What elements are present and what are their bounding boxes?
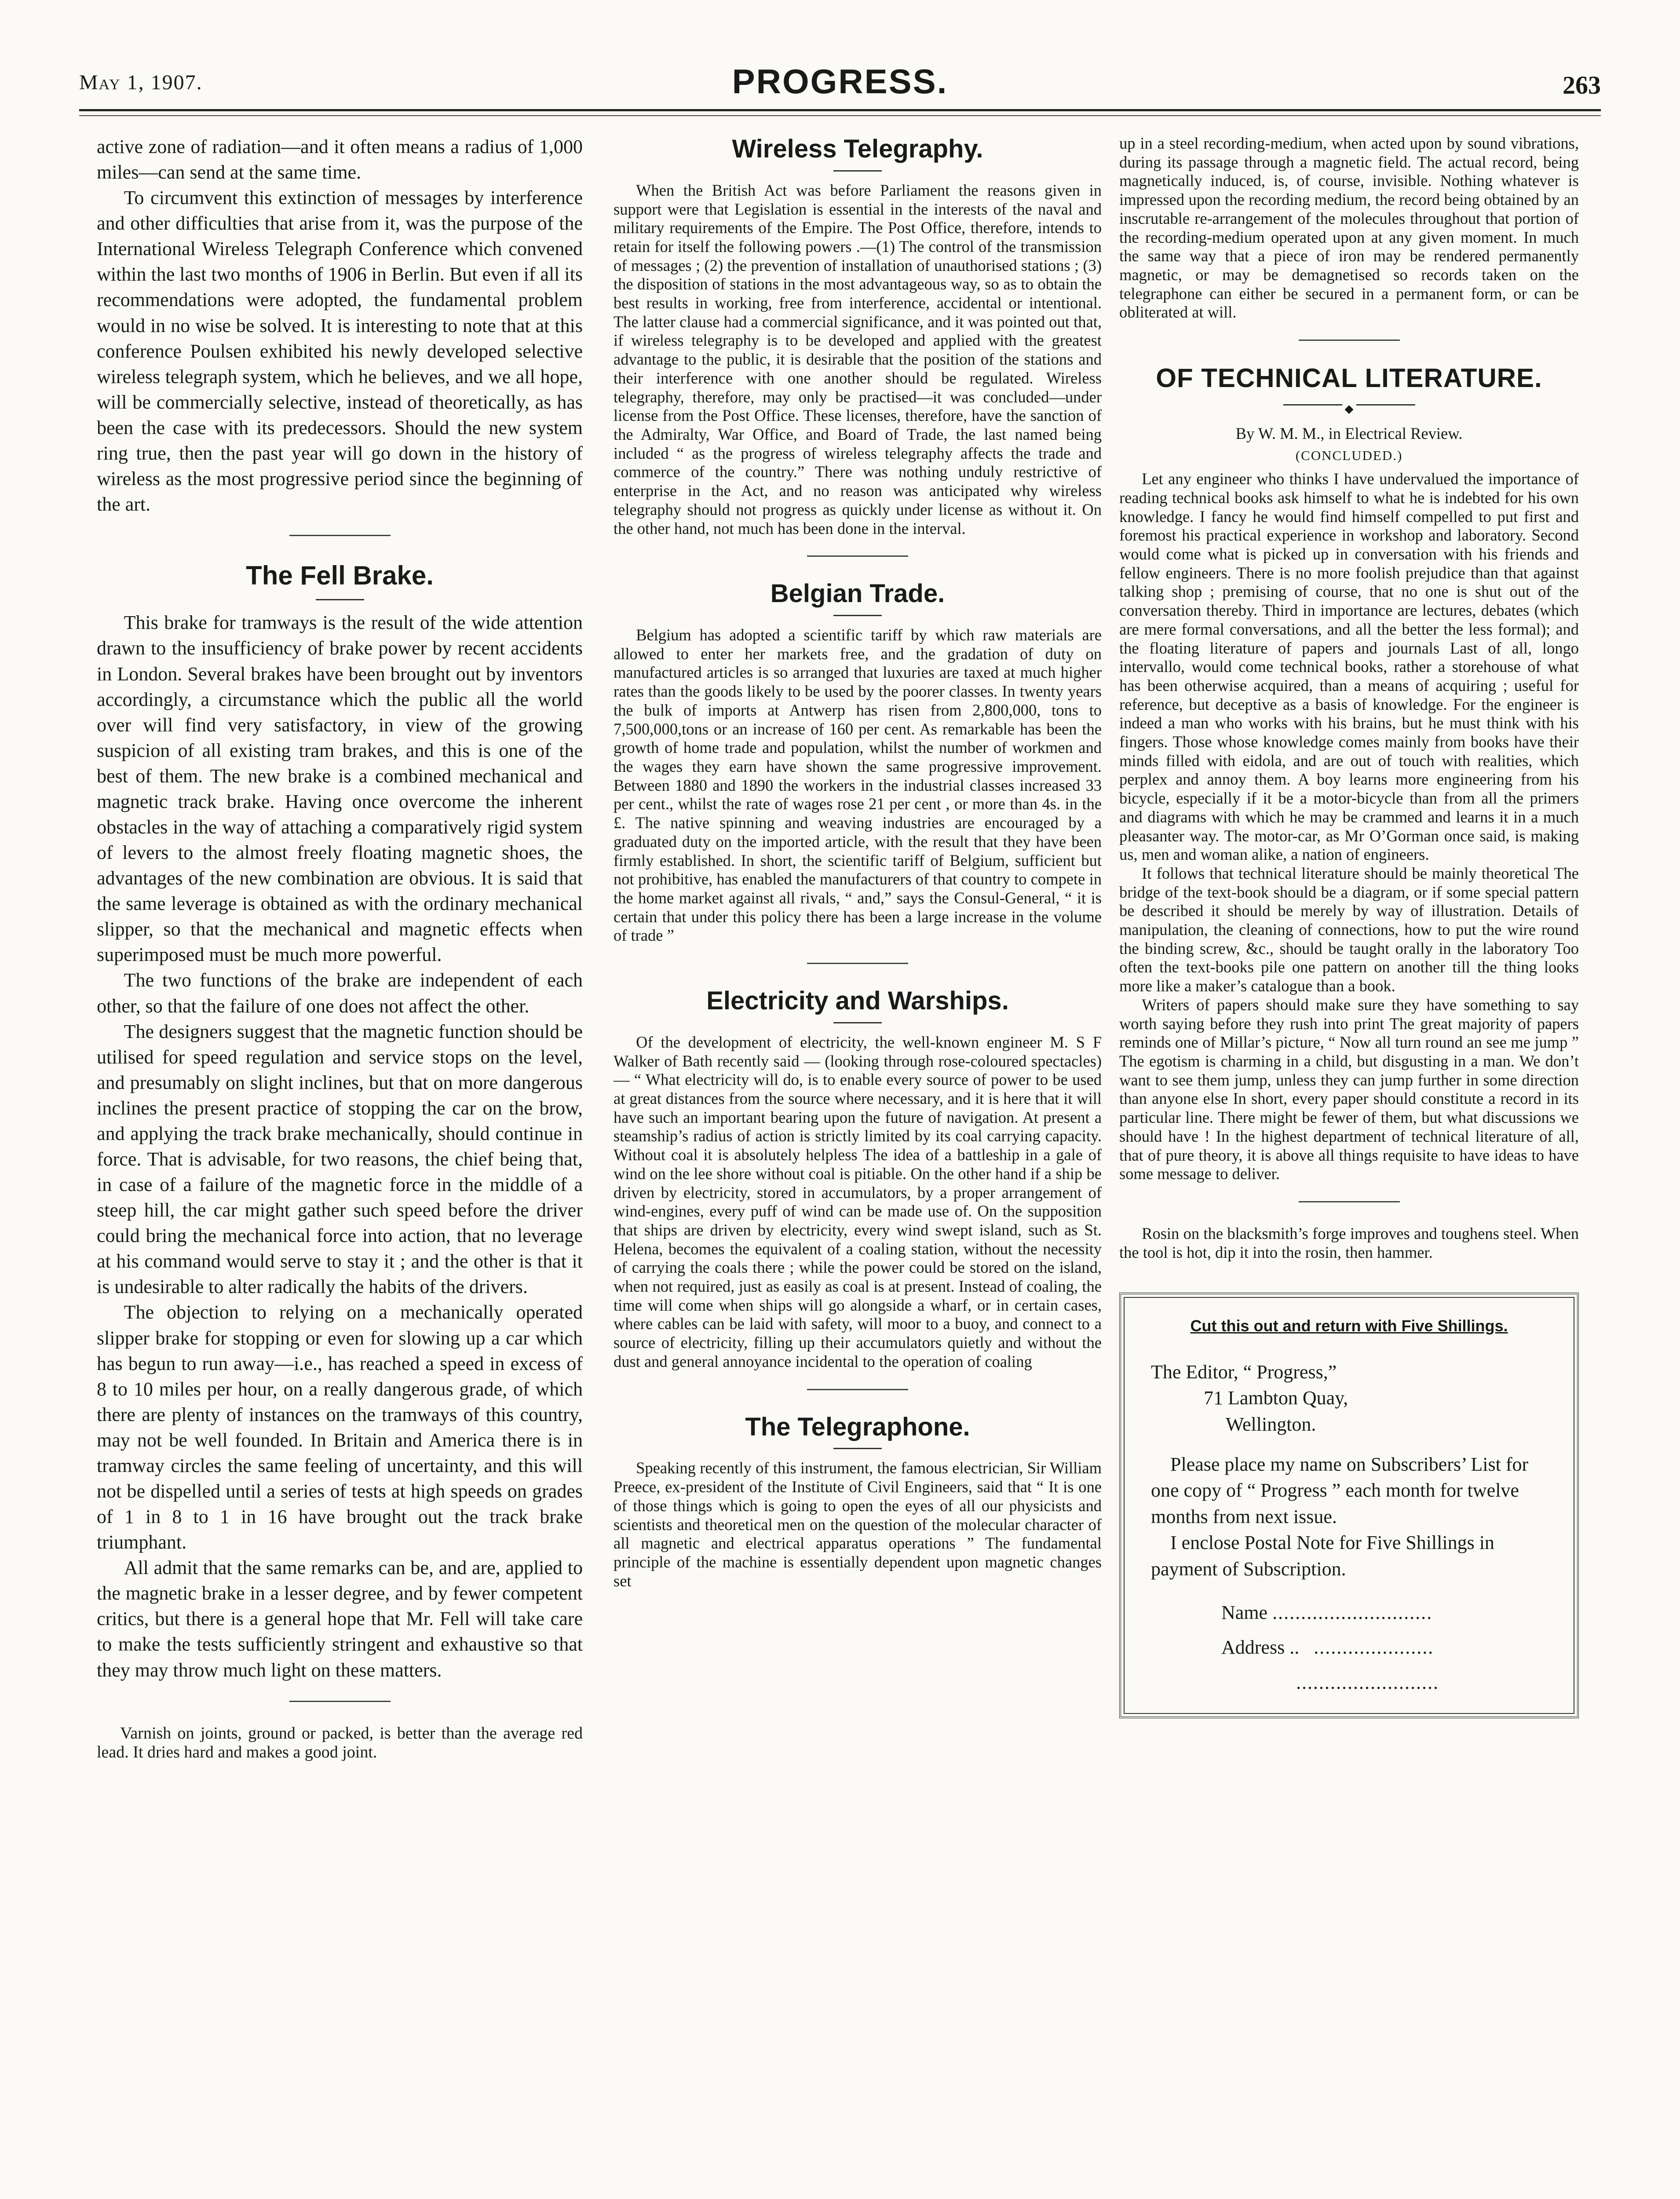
filler-note: Varnish on joints, ground or packed, is better than the average red lead. It dries hard and makes a good joint. [97,1724,583,1762]
article-heading: Wireless Telegraphy. [732,135,983,163]
article-heading: The Telegraphone. [745,1412,970,1441]
address-dots-2: ......................... [1296,1671,1439,1693]
heading-rule [316,599,364,600]
coupon-addressee: The Editor, “ Progress,” [1151,1361,1337,1383]
heading-rule [833,1022,882,1023]
article-text: Let any engineer who thinks I have undervalued the importance of reading technical books ask himself to what he is indebted for his own knowledge. I fancy he would find himself compelled to put first and foremost his practical experience in workshop and laboratory. Second would come what is picked up in conversation with his friends and fellow engineers. There is no more foolish prejudice than that against talking shop ; premising of course, that no one is shut out of the conversation thereby. Third in importance are lectures, debates (which are mere formal conversations, and all the better the less formal); and the floating literature of papers and journals Last of all, longo intervallo, would come technical books, rather a storehouse of what has been otherwise acquired, than a means of acquiring ; useful for reference, but deceptive as a basis of knowledge. For the engineer is indeed a man who works with his brains, but he must think with his fingers. Those whose knowledge comes mainly from books have their minds filled with eidola, and are out of touch with realities, which perplex and annoy them. A boy learns more engineering from his bicycle, especially if it be a motor-bicycle than from all the primers and diagrams with which he may be crammed and learns it in a much pleasanter way. The motor-car, as Mr O’Gorman once said, is making us, men and woman alike, a nation of engineers. [1119,470,1579,864]
section-divider [807,963,908,964]
heading-rule [833,170,882,172]
article-text: Writers of papers should make sure they have something to say worth saying before they rush into print The great majority of papers reminds one of Millar’s picture, “ Now all turn round an see me jump ” The egotism is charming in a child, but disgusting in a man. We don’t want to see them jump, unless they can jump further in some direction than anyone else In short, every paper should constitute a record in its particular line. There might be fewer of them, but what discussions we should have ! In the highest department of technical literature of all, that of pure theory, it is above all things requisite to have ideas to have some message to deliver. [1119,995,1579,1183]
header-rule-thin [79,115,1601,116]
section-divider [1299,340,1400,341]
coupon-street: 71 Lambton Quay, [1204,1387,1348,1409]
address-dots: ..................... [1314,1636,1434,1658]
coupon-address-field [1151,1634,1547,1660]
heading-rule [833,1448,882,1449]
header-rule [79,109,1601,111]
address-label: Address .. [1221,1636,1300,1658]
subscription-coupon [1119,1293,1579,1718]
article-text: The two functions of the brake are independent of each other, so that the failure of one does not affect the other. [97,969,583,1017]
article-text: Of the development of electricity, the well-known engineer M. S F Walker of Bath recently said — (looking through rose-coloured spectacles) — “ What electricity will do, is to enable every source of power to be used at great distances from the source where necessary, and it is here that it will have such an important bearing upon the future of navigation. At present a steamship’s radius of action is strictly limited by its coal carrying capacity. Without coal it is absolutely helpless The idea of a battleship in a gale of wind on the lee shore without coal is pitiable. On the other hand if a ship be driven by electricity, stored in accumulators, by a proper arrangement of wind-engines, every puff of wind can be made use of. On the supposition that ships are driven by electricity, every wind swept island, such as St. Helena, becomes the equivalent of a coaling station, without the necessity of carrying the coals there ; while the power could be stored on the island, when not required, just as easily as coal is at present. Instead of coaling, the time will come when ships will go alongside a wharf, or in certain cases, where cables can be laid with safety, will moor to a buoy, and connect to a source of electricity, filling up their accumulators quietly and without the dust and general annoyance incidental to the operation of coaling [614,1033,1102,1370]
article-text: It follows that technical literature should be mainly theoretical The bridge of the text-book should be a diagram, or if some special pattern be described it should be merely by way of illustration. Details of manipulation, the cleaning of connections, how to put the wire round the binding screw, &c., should be taught orally in the laboratory Too often the text-books pile one pattern on another till the thing looks more like a maker’s catalogue than a book. [1119,864,1579,995]
article-text: To circumvent this extinction of messages by interference and other difficulties that arise from it, was the purpose of the International Wireless Telegraph Conference which convened within the last two months of 1906 in Berlin. But even if all its recommendations were adopted, the fundamental problem would in no wise be solved. It is interesting to note that at this conference Poulsen exhibited his newly developed selective wireless telegraph system, which he believes, and we all hope, will be commercially selective, instead of theoretically, as has been the case with its predecessors. Should the new system ring true, then the past year will go down in the history of wireless as the most progressive period since the beginning of the art. [97,187,583,515]
article-text: Belgium has adopted a scientific tariff by which raw materials are allowed to enter her markets free, and the gradation of duty on manufactured articles is so arranged that luxuries are taxed at much higher rates than the goods likely to be used by the poorer classes. In twenty years the bulk of imports at Antwerp has risen from 2,800,000, tons to 7,500,000,tons or an increase of 160 per cent. As remarkable has been the growth of home trade and population, whilst the number of workmen and the wages they earn have shown the same progressive improvement. Between 1880 and 1890 the workers in the industrial classes increased 33 per cent., whilst the rate of wages rose 21 per cent , or more than 4s. in the £. The native spinning and weaving industries are encouraged by a graduated duty on the imported article, with the result that they have been firmly established. In short, the scientific tariff of Belgium, sufficient but not prohibitive, has enabled the manufacturers of that country to compete in the home market against all rivals, “ and,” says the Consul-General, “ it is certain that under this policy there has been a large increase in the volume of trade ” [614,626,1102,945]
section-divider [1299,1201,1400,1202]
coupon-name-field [1151,1600,1547,1626]
section-divider [807,555,908,557]
article-heading: Electricity and Warships. [706,986,1009,1015]
article-heading: OF TECHNICAL LITERATURE. [1156,363,1542,393]
coupon-heading: Cut this out and return with Five Shillings. [1190,1317,1508,1335]
column-3 [1119,134,1579,2199]
coupon-enclose: I enclose Postal Note for Five Shillings in payment of Subscription. [1151,1532,1494,1580]
section-divider [289,1701,391,1702]
heading-rule [833,615,882,616]
page-number: 263 [1563,71,1601,99]
name-dots: ............................ [1272,1602,1433,1624]
article-text: The objection to relying on a mechanically operated slipper brake for stopping or even for slowing up a car which has begun to run away—i.e., has reached a speed in excess of 8 to 10 miles per hour, on a really dangerous grade, of which there are plenty of instances on the tramways of this country, may not be well founded. In Britain and America there is in tramway circles the same feeling of uncertainty, and this will not be dispelled until a series of tests at high speeds on grades of 1 in 8 to 1 in 16 have brought out the track brake triumphant. [97,1301,583,1553]
column-2 [614,134,1102,2199]
section-divider [807,1389,908,1390]
publication-title: PROGRESS. [732,62,948,101]
concluded-label: (CONCLUDED.) [1295,447,1403,463]
name-label: Name [1221,1602,1268,1624]
issue-date: May 1, 1907. [79,71,203,94]
coupon-address-line-2 [1151,1669,1547,1695]
article-text: All admit that the same remarks can be, and are, applied to the magnetic brake in a lesser degree, and by fewer competent critics, but there is a general hope that Mr. Fell will take care to make the tests sufficiently stringent and exhaustive so that they may throw much light on these matters. [97,1557,583,1681]
filler-note: Rosin on the blacksmith’s forge improves and toughens steel. When the tool is hot, dip it into the rosin, then hammer. [1119,1224,1579,1261]
coupon-request: Please place my name on Subscribers’ List for one copy of “ Progress ” each month for twelve months from next issue. [1151,1454,1529,1527]
article-heading: Belgian Trade. [770,579,945,608]
ornamental-rule: ◆ [1283,398,1415,411]
article-text: up in a steel recording-medium, when acted upon by sound vibrations, during its passage through a magnetic field. The actual record, being magnetically induced, is, of course, invisible. Nothing whatever is impressed upon the recording medium, the record being obtained by an inscrutable re-arrangement of the molecules throughout that portion of the recording-medium operated upon at any given moment. In much the same way that a piece of iron may be rendered permanently magnetic, or may be demagnetised so records taken on the telegraphone can either be secured in a permanent form, or can be obliterated at will. [1119,134,1579,321]
article-text: active zone of radiation—and it often means a radius of 1,000 miles—can send at the same time. [97,136,583,183]
article-text: When the British Act was before Parliament the reasons given in support were that Legislation is essential in the interests of the naval and military requirements of the Empire. The Post Office, therefore, intends to retain for itself the following powers .—(1) The control of the transmission of messages ; (2) the prevention of installation of unauthorised stations ; (3) the disposition of stations in the most advantageous way, so as to obtain the best results in working, free from interference, accidental or intentional. The latter clause had a commercial significance, and it was pointed out that, if wireless telegraphy is to be developed and applied with the greatest advantage to the public, it is desirable that the position of the stations and their interference with one another should be regulated. Wireless telegraphy, therefore, may only be practised—it was concluded—under license from the Post Office. These licenses, therefore, have the sanction of the Admiralty, War Office, and Board of Trade, the last named being included “ as the progress of wireless telegraphy affects the trade and commerce of the country.” There was nothing unduly restrictive of enterprise in the Act, and no reason was anticipated why wireless telegraphy should not progress as quickly under license as without it. On the other hand, not much has been done in the interval. [614,181,1102,537]
article-text: Speaking recently of this instrument, the famous electrician, Sir William Preece, ex-president of the Institute of Civil Engineers, said that “ It is one of those things which is going to open the eyes of all our physicists and scientists and theoretical men on the question of the molecular character of all magnetic and electrical apparatus operations ” The fundamental principle of the machine is essentially dependent upon magnetic changes set [614,1459,1102,1590]
column-1 [97,134,583,2199]
article-text: The designers suggest that the magnetic function should be utilised for speed regulation and service stops on the level, and presumably on slight inclines, but that on more dangerous inclines the present practice of stopping the car on the brow, and applying the track brake mechanically, should continue in force. That is advisable, for two reasons, the chief being that, in case of a failure of the magnetic force in the middle of a steep hill, the car might gather such speed before the driver could bring the mechanical force into action, that no leverage at his command would serve to stay it ; and the other is that it is undesirable to alter radically the habits of the drivers. [97,1020,583,1298]
article-heading: The Fell Brake. [246,561,434,591]
byline: By W. M. M., in Electrical Review. [1235,424,1463,443]
section-divider [289,535,391,536]
coupon-city: Wellington. [1226,1413,1316,1435]
article-text: This brake for tramways is the result of the wide attention drawn to the insufficiency of brake power by recent accidents in London. Several brakes have been brought out by inventors accordingly, a circumstance which the public all the world over will find very satisfactory, in view of the growing suspicion of all existing tram brakes, and this is one of the best of them. The new brake is a combined mechanical and magnetic track brake. Having once overcome the inherent obstacles in the way of attaching a comparatively rigid system of levers to the almost freely floating magnetic shoes, the advantages of the new combination are obvious. It is said that the same leverage is obtained as with the ordinary mechanical slipper, so that the mechanical and magnetic effects when superimposed must be much more powerful. [97,612,583,966]
